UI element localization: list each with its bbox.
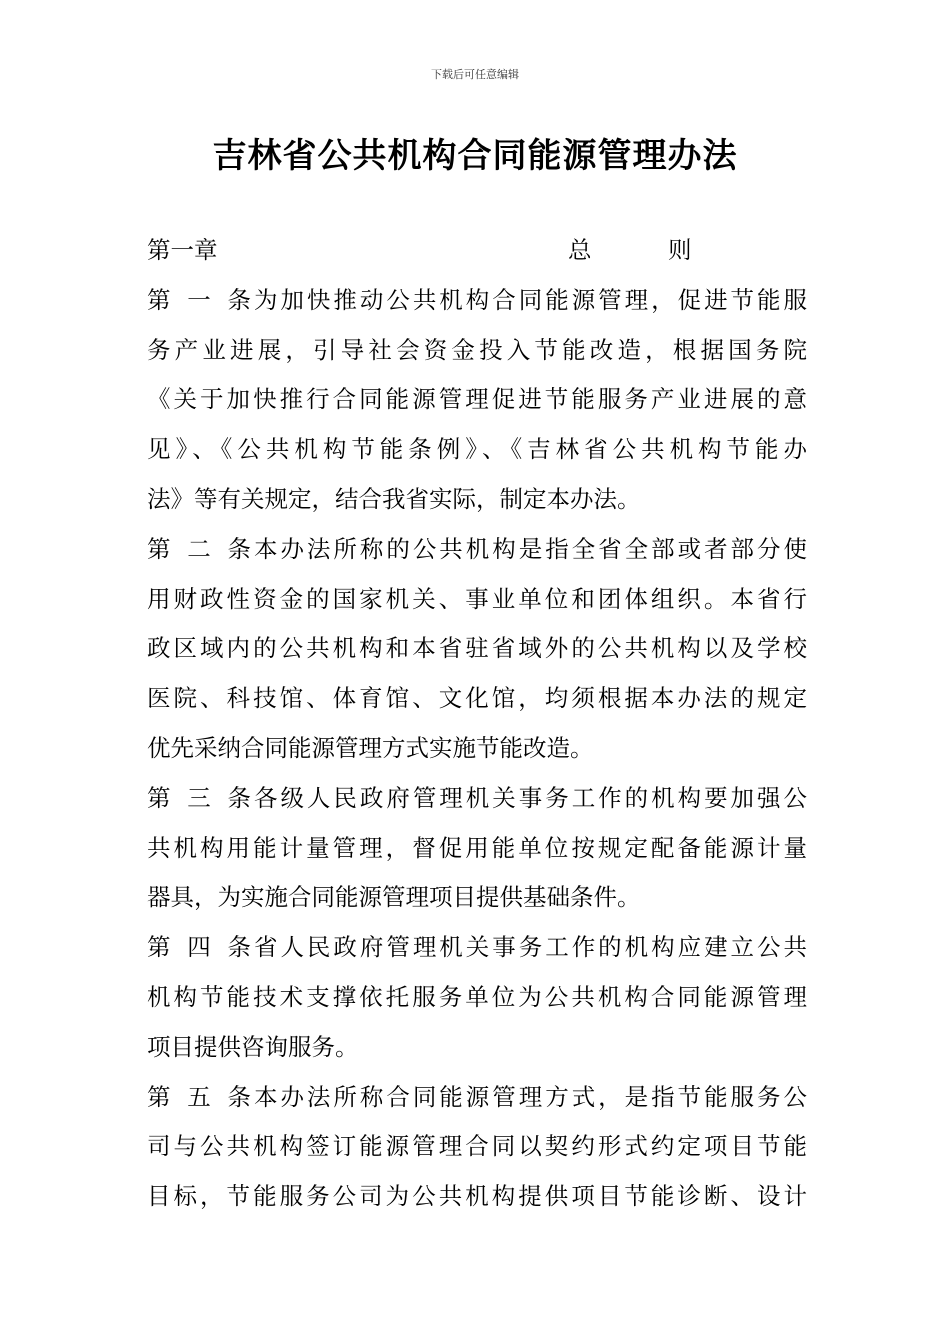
article-5 — [147, 1073, 807, 1222]
article-line: 医院、科技馆、体育馆、文化馆，均须根据本办法的规定 — [147, 684, 807, 713]
article-line — [147, 1073, 807, 1123]
article-text: 本办法所称合同能源管理方式，是指节能服务公 — [251, 1082, 807, 1111]
article-line: 用财政性资金的国家机关、事业单位和团体组织。本省行 — [147, 584, 807, 613]
article-label: 第二条 — [147, 534, 251, 563]
article-line: 器具，为实施合同能源管理项目提供基础条件。 — [147, 883, 641, 912]
chapter-title-part2: 则 — [668, 236, 692, 264]
article-line: 共机构用能计量管理，督促用能单位按规定配备能源计量 — [147, 833, 807, 862]
article-label: 第三条 — [147, 783, 251, 812]
article-line: 政区域内的公共机构和本省驻省域外的公共机构以及学校 — [147, 634, 807, 663]
article-line — [147, 923, 807, 973]
article-line: 务产业进展，引导社会资金投入节能改造，根据国务院 — [147, 335, 807, 364]
article-1 — [147, 276, 807, 525]
article-line: 项目提供咨询服务。 — [147, 1032, 359, 1061]
article-line: 法》等有关规定，结合我省实际，制定本办法。 — [147, 484, 641, 513]
document-body — [147, 226, 807, 1222]
article-line — [147, 774, 807, 824]
article-label: 第一条 — [147, 285, 251, 314]
article-line — [147, 276, 807, 326]
article-line — [147, 525, 807, 575]
article-line: 优先采纳合同能源管理方式实施节能改造。 — [147, 733, 594, 762]
article-4 — [147, 923, 807, 1072]
chapter-title-part1: 总 — [568, 236, 592, 264]
article-line: 目标，节能服务公司为公共机构提供项目节能诊断、设计 — [147, 1182, 807, 1211]
article-2 — [147, 525, 807, 774]
article-text: 本办法所称的公共机构是指全省全部或者部分使 — [251, 534, 807, 563]
chapter-number: 第一章 — [147, 236, 218, 264]
article-line: 司与公共机构签订能源管理合同以契约形式约定项目节能 — [147, 1132, 807, 1161]
document-title: 吉林省公共机构合同能源管理办法 — [212, 136, 738, 176]
article-line: 见》、《公共机构节能条例》、《吉林省公共机构节能办 — [147, 435, 807, 464]
article-3 — [147, 774, 807, 923]
article-line: 《关于加快推行合同能源管理促进节能服务产业进展的意 — [147, 385, 807, 414]
article-text: 为加快推动公共机构合同能源管理，促进节能服 — [251, 285, 807, 314]
article-label: 第四条 — [147, 933, 251, 962]
page-header-note: 下载后可任意编辑 — [431, 68, 519, 81]
article-text: 省人民政府管理机关事务工作的机构应建立公共 — [251, 933, 807, 962]
chapter-heading — [147, 226, 807, 276]
article-text: 各级人民政府管理机关事务工作的机构要加强公 — [251, 783, 807, 812]
article-label: 第五条 — [147, 1082, 251, 1111]
article-line: 机构节能技术支撑依托服务单位为公共机构合同能源管理 — [147, 982, 807, 1011]
